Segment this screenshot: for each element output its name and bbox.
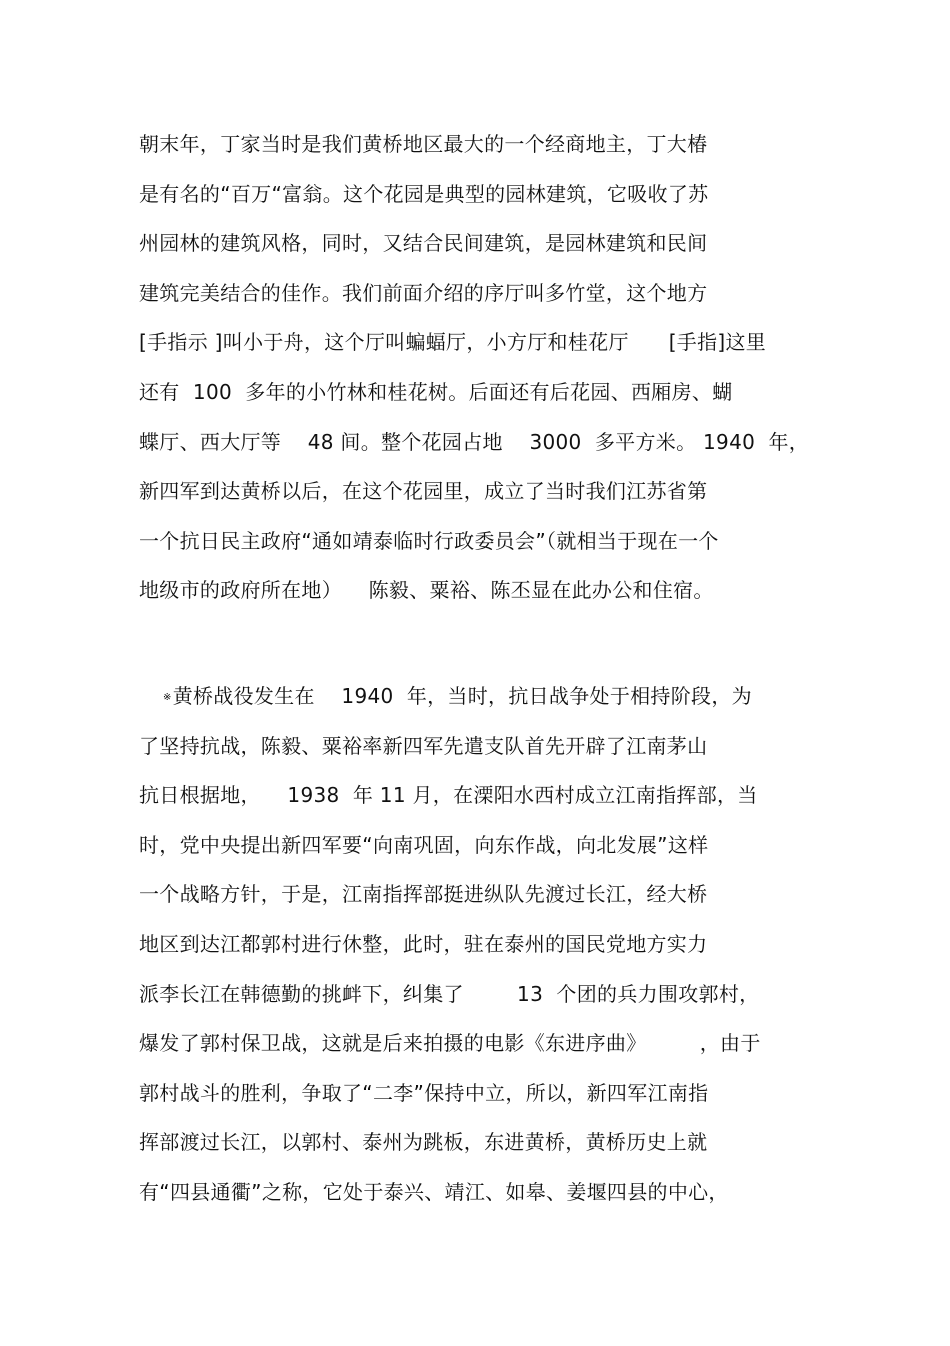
text-line: 是有名的“百万“富翁。这个花园是典型的园林建筑，它吸收了苏 — [139, 181, 709, 206]
text-line: 建筑完美结合的佳作。我们前面介绍的序厅叫多竹堂，这个地方 — [139, 280, 708, 305]
text-line: 郭村战斗的胜利，争取了“二李”保持中立，所以，新四军江南指 — [139, 1080, 709, 1105]
text-line: 挥部渡过长江，以郭村、泰州为跳板，东进黄桥，黄桥历史上就 — [139, 1130, 708, 1155]
text-line: [手指示 ]叫小于舟，这个厅叫蝙蝠厅，小方厅和桂花厅 [手指]这里 — [139, 330, 767, 355]
text-line: 一个抗日民主政府“通如靖泰临时行政委员会”（就相当于现在一个 — [139, 528, 719, 553]
text-line: 有“四县通衢”之称，它处于泰兴、靖江、如皋、姜堰四县的中心， — [139, 1179, 729, 1204]
text-line: 地区到达江都郭村进行休整，此时，驻在泰州的国民党地方实力 — [139, 931, 708, 956]
text-line: 朝末年，丁家当时是我们黄桥地区最大的一个经商地主，丁大椿 — [139, 132, 708, 156]
text-line-content: 黄桥战役发生在 1940 年，当时，抗日战争处于相持阶段，为 — [172, 684, 752, 708]
text-line: 蝶厅、西大厅等 48 间。整个花园占地 3000 多平方米。 1940 年， — [139, 429, 810, 454]
text-line: 地级市的政府所在地） 陈毅、粟裕、陈丕显在此办公和住宿。 — [139, 578, 714, 603]
paragraph-garden-history — [139, 124, 819, 620]
text-line: 时，党中央提出新四军要“向南巩固，向东作战，向北发展”这样 — [139, 832, 709, 857]
text-line: 爆发了郭村保卫战，这就是后来拍摄的电影《东进序曲》 ，由于 — [139, 1031, 761, 1056]
text-line: 新四军到达黄桥以后，在这个花园里，成立了当时我们江苏省第 — [139, 479, 708, 504]
paragraph-marker: ※ — [163, 692, 172, 703]
paragraph-huangqiao-battle — [139, 676, 819, 1222]
text-line: 了坚持抗战，陈毅、粟裕率新四军先遣支队首先开辟了江南茅山 — [139, 733, 708, 758]
text-line: 州园林的建筑风格，同时，又结合民间建筑，是园林建筑和民间 — [139, 231, 708, 256]
text-line: 还有 100 多年的小竹林和桂花树。后面还有后花园、西厢房、蝴 — [139, 379, 733, 404]
text-line: 派李长江在韩德勤的挑衅下，纠集了 13 个团的兵力围攻郭村， — [139, 981, 760, 1006]
text-line: 一个战略方针，于是，江南指挥部挺进纵队先渡过长江，经大桥 — [139, 882, 708, 907]
text-line — [139, 676, 819, 726]
text-line: 抗日根据地， 1938 年 11 月，在溧阳水西村成立江南指挥部，当 — [139, 783, 758, 808]
